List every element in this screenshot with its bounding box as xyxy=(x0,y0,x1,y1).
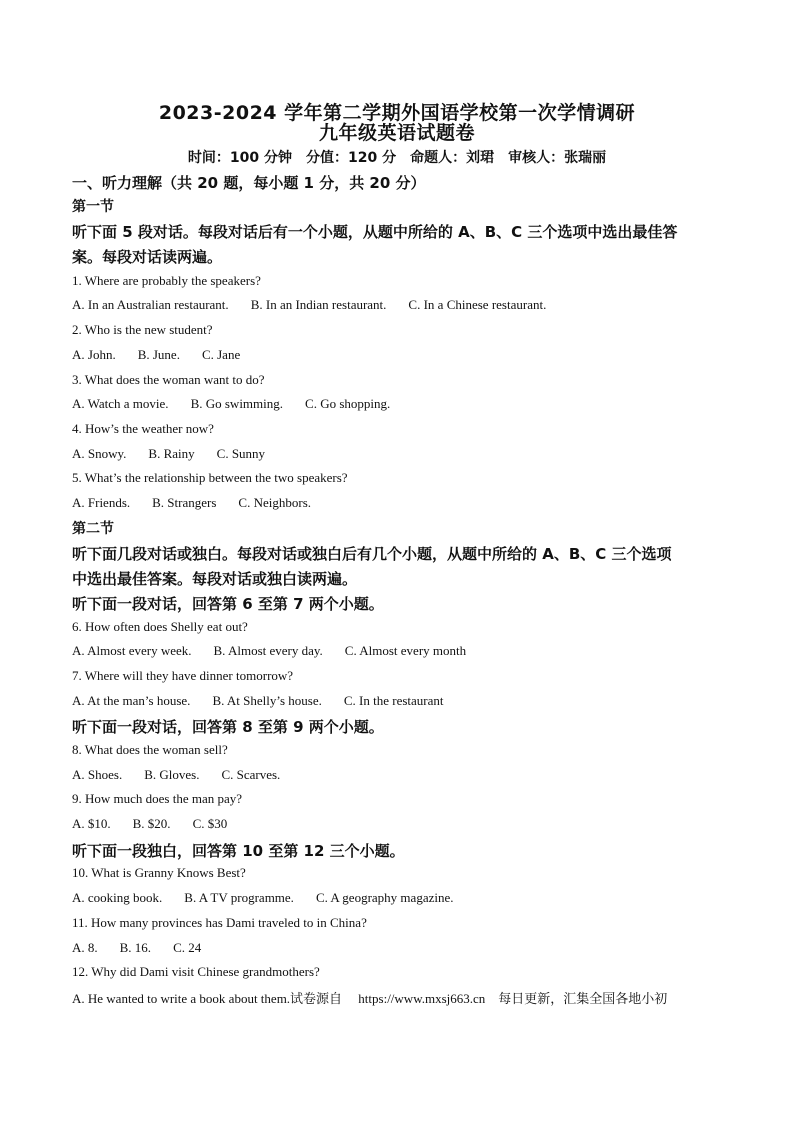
question-1: 1. Where are probably the speakers? xyxy=(72,273,261,288)
question-12-option-a[interactable]: A. He wanted to write a book about them.试卷源自 https://www.mxsj663.cn 每日更新，汇集全国各地小初 xyxy=(72,991,668,1006)
option-b[interactable]: B. Rainy xyxy=(148,446,195,461)
option-a[interactable]: A. Shoes. xyxy=(72,767,123,782)
option-a[interactable]: A. Watch a movie. xyxy=(72,396,169,411)
option-c[interactable]: C. A geography magazine. xyxy=(315,890,454,905)
option-a[interactable]: A. cooking book. xyxy=(72,890,163,905)
option-c[interactable]: C. Sunny xyxy=(216,446,266,461)
question-2: 2. Who is the new student? xyxy=(72,322,213,337)
question-1-options xyxy=(72,297,546,313)
question-11-options xyxy=(72,940,201,956)
part-1-instructions: 听下面 5 段对话。每段对话后有一个小题，从题中所给的 A、B、C 三个选项中选出最佳答 xyxy=(72,223,678,241)
option-b[interactable]: B. A TV programme. xyxy=(184,890,294,905)
option-c[interactable]: C. Neighbors. xyxy=(238,495,312,510)
option-a[interactable]: A. John. xyxy=(72,347,116,362)
part-1-label: 第一节 xyxy=(72,199,114,215)
option-c[interactable]: C. Jane xyxy=(201,347,241,362)
option-b[interactable]: B. Gloves. xyxy=(144,767,200,782)
option-a[interactable]: A. 8. xyxy=(72,940,98,955)
option-a[interactable]: A. Snowy. xyxy=(72,446,127,461)
section-heading: 一、听力理解（共 20 题，每小题 1 分，共 20 分） xyxy=(72,174,426,192)
question-4-options xyxy=(72,446,265,462)
question-10: 10. What is Granny Knows Best? xyxy=(72,865,246,880)
question-6-options xyxy=(72,643,466,659)
question-5: 5. What’s the relationship between the two speakers? xyxy=(72,470,348,485)
question-11: 11. How many provinces has Dami traveled to in China? xyxy=(72,915,367,930)
question-12: 12. Why did Dami visit Chinese grandmothers? xyxy=(72,964,320,979)
part-2-instructions-cont: 中选出最佳答案。每段对话或独白读两遍。 xyxy=(72,570,358,588)
option-b[interactable]: B. In an Indian restaurant. xyxy=(250,297,387,312)
option-a[interactable]: A. $10. xyxy=(72,816,111,831)
question-5-options xyxy=(72,495,311,511)
option-a[interactable]: A. Almost every week. xyxy=(72,643,192,658)
option-a[interactable]: A. At the man’s house. xyxy=(72,693,191,708)
option-c[interactable]: C. In a Chinese restaurant. xyxy=(408,297,547,312)
question-8: 8. What does the woman sell? xyxy=(72,742,228,757)
exam-meta: 时间：100 分钟 分值：120 分 命题人：刘珺 审核人：张瑞丽 xyxy=(187,150,607,166)
option-a[interactable]: A. Friends. xyxy=(72,495,131,510)
question-7: 7. Where will they have dinner tomorrow? xyxy=(72,668,294,683)
part-1-instructions-cont: 案。每段对话读两遍。 xyxy=(72,248,223,266)
option-c[interactable]: C. Scarves. xyxy=(221,767,281,782)
group-1-instructions: 听下面一段对话，回答第 6 至第 7 两个小题。 xyxy=(72,595,384,613)
option-a[interactable]: A. In an Australian restaurant. xyxy=(72,297,229,312)
question-7-options xyxy=(72,693,444,709)
group-3-instructions: 听下面一段独白，回答第 10 至第 12 三个小题。 xyxy=(72,842,405,860)
question-3-options xyxy=(72,396,390,412)
part-2-instructions: 听下面几段对话或独白。每段对话或独白后有几个小题，从题中所给的 A、B、C 三个选项 xyxy=(72,545,672,563)
option-c[interactable]: C. 24 xyxy=(173,940,202,955)
option-c[interactable]: C. In the restaurant xyxy=(343,693,444,708)
question-8-options xyxy=(72,767,280,783)
option-b[interactable]: B. Go swimming. xyxy=(190,396,284,411)
exam-subtitle: 九年级英语试题卷 xyxy=(318,122,475,144)
option-b[interactable]: B. Almost every day. xyxy=(213,643,323,658)
option-b[interactable]: B. $20. xyxy=(132,816,171,831)
question-9: 9. How much does the man pay? xyxy=(72,791,243,806)
question-3: 3. What does the woman want to do? xyxy=(72,372,265,387)
option-b[interactable]: B. June. xyxy=(137,347,180,362)
exam-title: 2023-2024 学年第二学期外国语学校第一次学情调研 xyxy=(158,102,636,124)
option-b[interactable]: B. Strangers xyxy=(152,495,217,510)
option-b[interactable]: B. At Shelly’s house. xyxy=(212,693,322,708)
option-c[interactable]: C. Almost every month xyxy=(344,643,467,658)
part-2-label: 第二节 xyxy=(72,521,114,537)
question-6: 6. How often does Shelly eat out? xyxy=(72,619,248,634)
option-c[interactable]: C. Go shopping. xyxy=(305,396,391,411)
question-10-options xyxy=(72,890,454,906)
question-4: 4. How’s the weather now? xyxy=(72,421,214,436)
group-2-instructions: 听下面一段对话，回答第 8 至第 9 两个小题。 xyxy=(72,718,384,736)
question-2-options xyxy=(72,347,240,363)
question-9-options xyxy=(72,816,227,832)
option-b[interactable]: B. 16. xyxy=(119,940,152,955)
option-c[interactable]: C. $30 xyxy=(192,816,228,831)
